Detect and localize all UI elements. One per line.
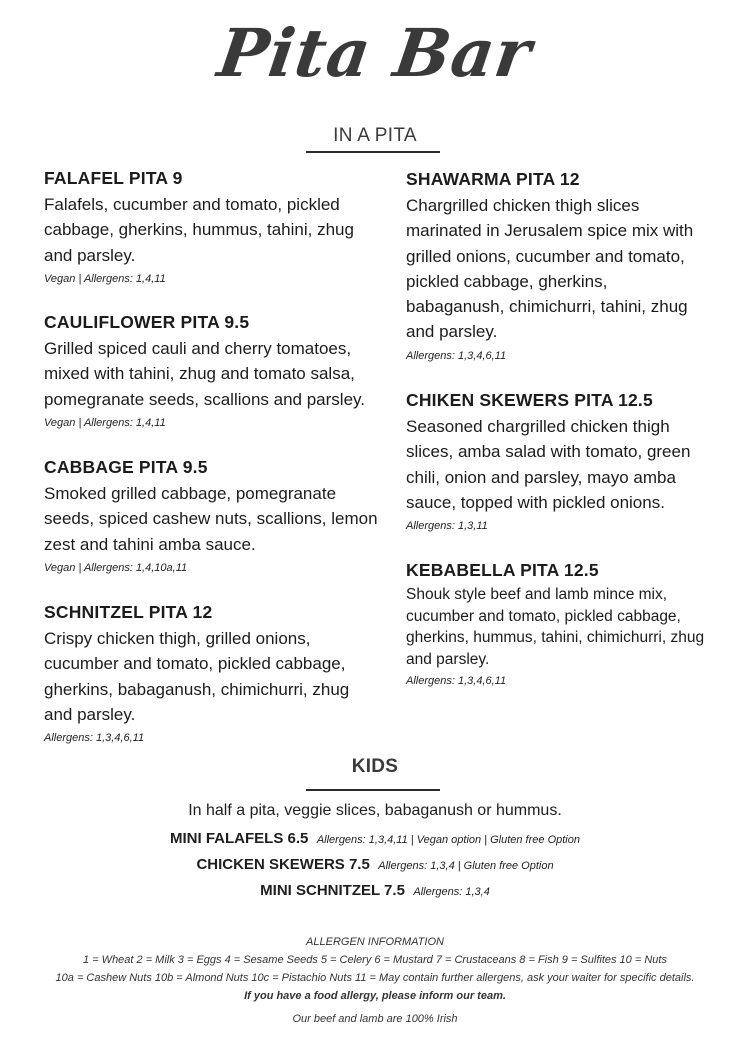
kids-item-chicken-skewers [0,856,750,874]
item-allergens: Vegan | Allergens: 1,4,11 [44,272,166,285]
kids-item-mini-schnitzel [0,882,750,900]
kids-item-note: Allergens: 1,3,4 | Gluten free Option [378,860,554,872]
section-divider [306,789,440,791]
item-allergens: Allergens: 1,3,4,6,11 [44,732,145,745]
item-allergens: Vegan | Allergens: 1,4,10a,11 [44,561,188,574]
item-allergens: Allergens: 1,3,11 [406,520,488,533]
item-name: CABBAGE PITA 9.5 [44,457,208,477]
item-name: SCHNITZEL PITA 12 [44,602,213,622]
kids-item-note: Allergens: 1,3,4 [413,886,490,898]
item-description: Falafels, cucumber and tomato, pickled cabbage, gherkins, hummus, tahini, zhug and parsley. [44,195,354,265]
section-divider [306,151,440,153]
allergen-info-heading: ALLERGEN INFORMATION [306,936,444,948]
item-name: CHIKEN SKEWERS PITA 12.5 [406,390,653,410]
item-allergens: Vegan | Allergens: 1,4,11 [44,416,166,429]
kids-intro: In half a pita, veggie slices, babaganush or hummus. [188,802,562,819]
item-name: SHAWARMA PITA 12 [406,169,580,189]
menu-item-schnitzel [44,601,380,744]
item-name: KEBABELLA PITA 12.5 [406,560,599,580]
item-allergens: Allergens: 1,3,4,6,11 [406,675,507,687]
menu-item-chicken-skewers [406,389,706,532]
item-name: CAULIFLOWER PITA 9.5 [44,312,250,332]
item-name: FALAFEL PITA 9 [44,168,183,188]
kids-item-note: Allergens: 1,3,4,11 | Vegan option | Gluten free Option [316,834,580,846]
menu-item-kebabella [406,559,706,687]
menu-item-shawarma [406,168,706,362]
menu-item-falafel [44,167,380,285]
item-allergens: Allergens: 1,3,4,6,11 [406,349,507,362]
kids-item-name: CHICKEN SKEWERS 7.5 [196,856,370,873]
allergen-legend-line-2: 10a = Cashew Nuts 10b = Almond Nuts 10c = Pistachio Nuts 11 = May contain further allergens, ask your waiter for specific details. [55,972,695,984]
item-description: Crispy chicken thigh, grilled onions, cucumber and tomato, pickled cabbage, gherkins, babaganush, chimichurri, zhug and parsley. [44,629,350,724]
beef-origin-note: Our beef and lamb are 100% Irish [292,1013,458,1025]
allergen-legend-line-1: 1 = Wheat 2 = Milk 3 = Eggs 4 = Sesame Seeds 5 = Celery 6 = Mustard 7 = Crustaceans 8 = Fish 9 = Sulfites 10 = Nuts [83,954,667,966]
allergy-warning: If you have a food allergy, please inform our team. [244,990,506,1002]
item-description: Seasoned chargrilled chicken thigh slices, amba salad with tomato, green chili, onion and parsley, mayo amba sauce, topped with pickled onions. [406,417,691,512]
kids-item-mini-falafels [0,830,750,848]
menu-item-cabbage [44,456,380,574]
brand-logo: Pita Bar [213,14,537,92]
kids-item-name: MINI SCHNITZEL 7.5 [260,882,405,899]
menu-item-cauliflower [44,311,380,429]
item-description: Chargrilled chicken thigh slices marinated in Jerusalem spice mix with grilled onions, cucumber and tomato, pickled cabbage, gherkins, babaganush, chimichurri, tahini, zhug and parsley. [406,196,694,342]
item-description: Shouk style beef and lamb mince mix, cucumber and tomato, pickled cabbage, gherkins, hummus, tahini, chimichurri, zhug and parsley. [406,586,705,668]
item-description: Smoked grilled cabbage, pomegranate seeds, spiced cashew nuts, scallions, lemon zest and tahini amba sauce. [44,484,378,554]
kids-item-name: MINI FALAFELS 6.5 [170,830,309,847]
section-title-kids: KIDS [351,756,399,777]
item-description: Grilled spiced cauli and cherry tomatoes, mixed with tahini, zhug and tomato salsa, pomegranate seeds, scallions and parsley. [44,339,365,409]
section-title-pita: IN A PITA [333,125,417,146]
